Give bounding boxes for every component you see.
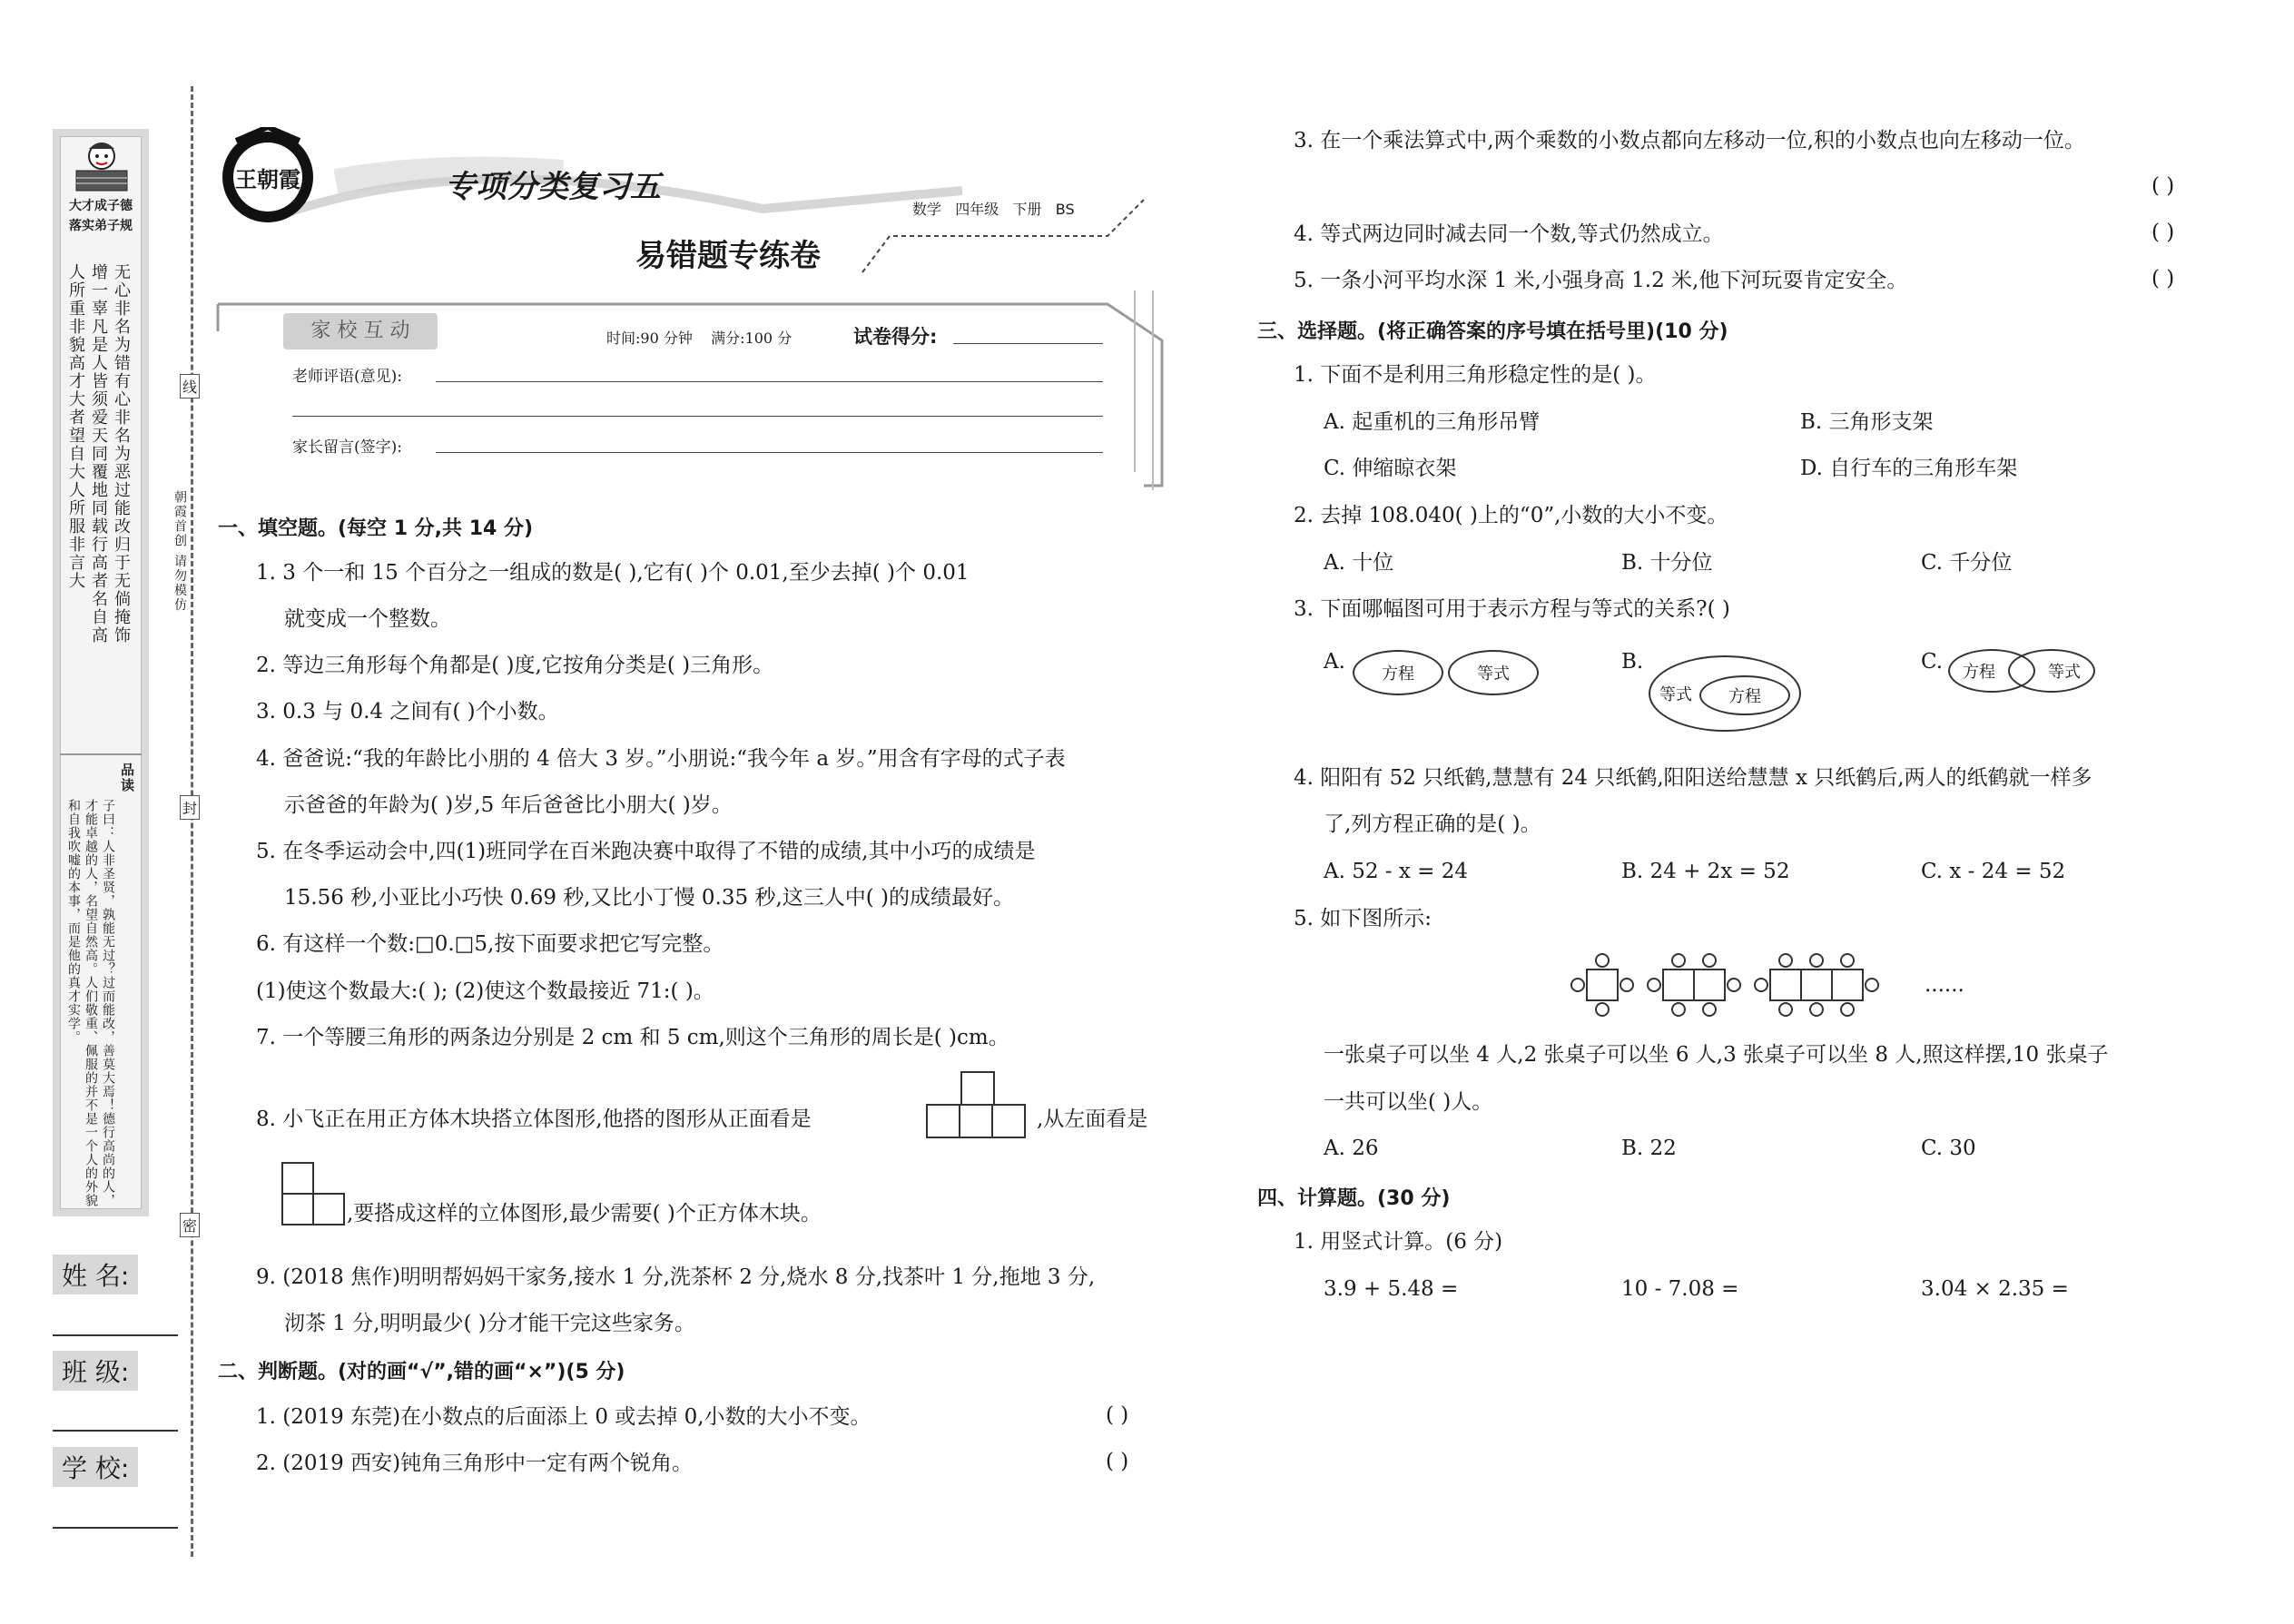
s1-q8-front-text: 8. 小飞正在用正方体木块搭立体图形,他搭的图形从正面看是 (256, 1107, 812, 1131)
s1-q9-line1: 9. (2018 焦作)明明帮妈妈干家务,接水 1 分,洗茶杯 2 分,烧水 8 分,找茶叶 1 分,拖地 3 分, (256, 1265, 1096, 1289)
s3-q4-opt-c[interactable]: C. x - 24 = 52 (1921, 860, 2066, 883)
s1-q5-line2: 15.56 秒,小亚比小巧快 0.69 秒,又比小丁慢 0.35 秒,这三人中( )的成绩最好。 (284, 886, 1015, 910)
s2-q3-answer[interactable]: ( ) (2151, 174, 2175, 198)
s3-q5-opt-a[interactable]: A. 26 (1324, 1137, 1379, 1160)
left-view-top-square (281, 1162, 314, 1195)
s2-q3: 3. 在一个乘法算式中,两个乘数的小数点都向左移动一位,积的小数点也向左移动一位。 (1294, 129, 2085, 153)
s3-q4-opt-b[interactable]: B. 24 + 2x = 52 (1621, 860, 1790, 883)
s3-q4-line1: 4. 阳阳有 52 只纸鹤,慧慧有 24 只纸鹤,阳阳送给慧慧 x 只纸鹤后,两人的纸鹤就一样多 (1294, 766, 2092, 790)
s3-q5-opt-b[interactable]: B. 22 (1621, 1137, 1677, 1160)
section2-title: 二、判断题。(对的画“√”,错的画“×”)(5 分) (218, 1361, 625, 1383)
score-line[interactable] (953, 343, 1103, 344)
s2-q2: 2. (2019 西安)钝角三角形中一定有两个锐角。 (256, 1452, 694, 1475)
s1-q3: 3. 0.3 与 0.4 之间有( )个小数。 (256, 700, 559, 723)
margin-note: 朝霞首创 请勿模仿 (172, 490, 187, 613)
home-school-badge: 家 校 互 动 (283, 313, 438, 349)
front-view-square-3 (991, 1104, 1026, 1138)
poem-column-2: 增一辜凡是人皆须爱天同覆地同载行高者名自高 (89, 263, 108, 645)
binding-dashed-line (191, 86, 193, 1557)
venn-c-equality: 等式 (2008, 649, 2095, 693)
venn-b-equation-inner: 方程 (1699, 675, 1790, 715)
teacher-comment-label: 老师评语(意见): (292, 368, 402, 386)
parent-comment-line[interactable] (436, 452, 1103, 453)
s1-q8-left-text: ,从左面看是 (1037, 1107, 1148, 1131)
s1-q4-line1: 4. 爸爸说:“我的年龄比小朋的 4 倍大 3 岁。”小朋说:“我今年 a 岁。”用含有字母的式子表 (256, 747, 1066, 771)
s1-q5-line1: 5. 在冬季运动会中,四(1)班同学在百米跑决赛中取得了不错的成绩,其中小巧的成绩是 (256, 840, 1036, 863)
s3-q1-opt-b[interactable]: B. 三角形支架 (1800, 410, 1934, 434)
s1-q9-line2: 沏茶 1 分,明明最少( )分才能干完这些家务。 (284, 1312, 695, 1335)
s3-q3-label-b[interactable]: B. (1621, 650, 1644, 674)
s3-q2-opt-b[interactable]: B. 十分位 (1621, 551, 1713, 575)
brand-logo-text: 王朝霞 (235, 166, 300, 192)
venn-a-equation: 方程 (1353, 650, 1443, 695)
s3-q2: 2. 去掉 108.040( )上的“0”,小数的大小不变。 (1294, 504, 1728, 527)
tables-continue-dots: ...... (1925, 973, 1964, 997)
s1-q1-line2: 就变成一个整数。 (284, 607, 451, 631)
section1-title: 一、填空题。(每空 1 分,共 14 分) (218, 517, 534, 540)
s3-q2-opt-c[interactable]: C. 千分位 (1921, 551, 2013, 575)
s3-q4-opt-a[interactable]: A. 52 - x = 24 (1324, 860, 1469, 883)
s3-q3: 3. 下面哪幅图可用于表示方程与等式的关系?( ) (1294, 597, 1730, 621)
s3-q1: 1. 下面不是利用三角形稳定性的是( )。 (1294, 363, 1657, 387)
school-line[interactable] (53, 1525, 178, 1529)
section3-title: 三、选择题。(将正确答案的序号填在括号里)(10 分) (1257, 320, 1728, 343)
s4-expr-1[interactable]: 3.9 + 5.48 = (1324, 1277, 1459, 1301)
section4-title: 四、计算题。(30 分) (1257, 1187, 1451, 1210)
class-line[interactable] (53, 1428, 178, 1432)
teacher-comment-line-2[interactable] (292, 416, 1103, 417)
s3-q1-opt-a[interactable]: A. 起重机的三角形吊臂 (1324, 410, 1541, 434)
s1-q8-tail: ,要搭成这样的立体图形,最少需要( )个正方体木块。 (347, 1202, 822, 1225)
quote-text: 子曰：人非圣贤，孰能无过？过而能改，善莫大焉！德行高尚的人，才能卓越的人，名望自然高。人们敬重、佩服的并不是一个人的外貌和自我吹嘘的本事，而是他的真才实学。 (66, 799, 115, 1207)
s3-q3-label-c[interactable]: C. (1921, 650, 1944, 674)
poem-column-1: 无心非名为错有心非名为恶过能改归于无倘掩饰 (112, 263, 131, 645)
name-line[interactable] (53, 1333, 178, 1336)
s1-q6-line1: 6. 有这样一个数:□0.□5,按下面要求把它写完整。 (256, 932, 724, 956)
s3-q5-line2: 一共可以坐( )人。 (1324, 1090, 1493, 1114)
front-view-square-1 (926, 1104, 960, 1138)
front-view-top-square (960, 1071, 995, 1106)
venn-b-equality-outer: 等式 (1649, 655, 1801, 732)
s3-q1-opt-c[interactable]: C. 伸缩晾衣架 (1324, 457, 1457, 480)
s3-q5-opt-c[interactable]: C. 30 (1921, 1137, 1976, 1160)
s3-q1-opt-d[interactable]: D. 自行车的三角形车架 (1800, 457, 2018, 480)
s3-q2-opt-a[interactable]: A. 十位 (1324, 551, 1394, 575)
s2-q2-answer[interactable]: ( ) (1106, 1450, 1129, 1473)
s4-q1: 1. 用竖式计算。(6 分) (1294, 1230, 1503, 1254)
front-view-square-2 (959, 1104, 993, 1138)
s1-q7: 7. 一个等腰三角形的两条边分别是 2 cm 和 5 cm,则这个三角形的周长是( )cm。 (256, 1026, 1009, 1049)
motto-line-1: 大才成子德 (69, 199, 133, 213)
venn-a-equality: 等式 (1448, 650, 1539, 695)
school-label: 学 校: (53, 1447, 138, 1487)
s3-q3-label-a[interactable]: A. (1324, 650, 1345, 674)
name-label: 姓 名: (53, 1255, 138, 1294)
margin-mark-line: 线 (180, 374, 200, 399)
s1-q4-line2: 示爸爸的年龄为( )岁,5 年后爸爸比小朋大( )岁。 (284, 793, 733, 817)
s3-q4-line2: 了,列方程正确的是( )。 (1324, 812, 1541, 836)
margin-mark-seal: 封 (180, 795, 200, 820)
time-info: 时间:90 分钟 满分:100 分 (606, 330, 793, 347)
left-view-square-2 (312, 1193, 345, 1225)
s3-q5: 5. 如下图所示: (1294, 907, 1433, 930)
score-label: 试卷得分: (853, 326, 938, 348)
s2-q1-answer[interactable]: ( ) (1106, 1403, 1129, 1427)
paper-title: 易错题专练卷 (635, 238, 821, 274)
motto-line-2: 落实弟子规 (69, 219, 133, 233)
cartoon-scholar-icon (64, 136, 140, 196)
series-title: 专项分类复习五 (445, 169, 661, 205)
poem-column-3: 人所重非貌高才大者望自大人所服非言大 (66, 263, 85, 590)
s2-q1: 1. (2019 东莞)在小数点的后面添上 0 或去掉 0,小数的大小不变。 (256, 1405, 871, 1429)
s1-q6-line2: (1)使这个数最大:( ); (2)使这个数最接近 71:( )。 (256, 979, 714, 1003)
tables-seating-figure (1569, 950, 1932, 1022)
s2-q5-answer[interactable]: ( ) (2151, 267, 2175, 290)
s2-q4-answer[interactable]: ( ) (2151, 221, 2175, 244)
teacher-comment-line-1[interactable] (436, 381, 1103, 382)
s4-expr-2[interactable]: 10 - 7.08 = (1621, 1277, 1739, 1301)
s3-q5-line1: 一张桌子可以坐 4 人,2 张桌子可以坐 6 人,3 张桌子可以坐 8 人,照这样摆,10 张桌子 (1324, 1043, 2109, 1067)
s2-q4: 4. 等式两边同时减去同一个数,等式仍然成立。 (1294, 222, 1724, 246)
margin-mark-close: 密 (180, 1213, 200, 1237)
left-view-square-1 (281, 1193, 314, 1225)
s1-q1-line1: 1. 3 个一和 15 个百分之一组成的数是( ),它有( )个 0.01,至少去掉( )个 0.01 (256, 561, 970, 585)
venn-c-equation: 方程 (1948, 649, 2035, 693)
s4-expr-3[interactable]: 3.04 × 2.35 = (1921, 1277, 2069, 1301)
quote-title: 品读 (119, 763, 135, 793)
s1-q2: 2. 等边三角形每个角都是( )度,它按角分类是( )三角形。 (256, 654, 774, 677)
subject-info: 数学 四年级 下册 BS (912, 201, 1075, 218)
header-decoration (200, 109, 1235, 490)
class-label: 班 级: (53, 1351, 138, 1391)
s2-q5: 5. 一条小河平均水深 1 米,小强身高 1.2 米,他下河玩耍肯定安全。 (1294, 269, 1908, 292)
parent-comment-label: 家长留言(签字): (292, 438, 402, 457)
